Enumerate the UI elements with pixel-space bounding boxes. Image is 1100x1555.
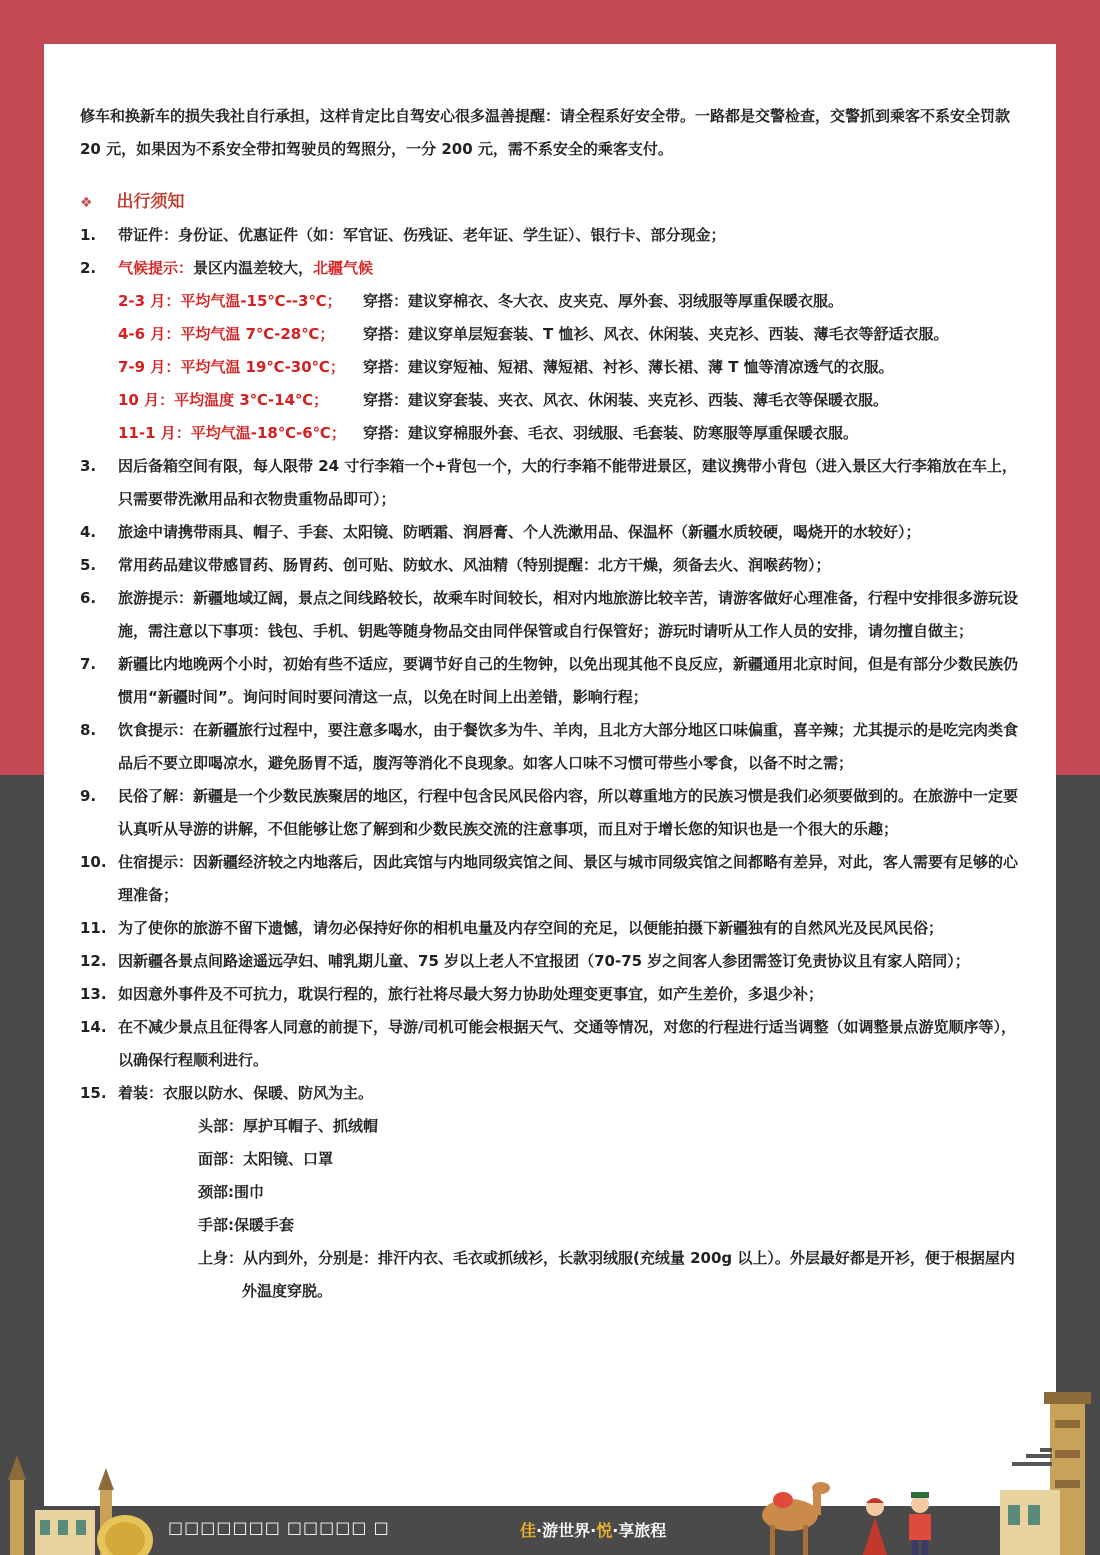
slogan-part: 佳 bbox=[520, 1521, 537, 1540]
list-item bbox=[80, 912, 1025, 945]
list-item bbox=[80, 549, 1025, 582]
climate-period: 2-3 月：平均气温-15℃--3℃； bbox=[118, 292, 342, 310]
item-text: 着装：衣服以防水、保暖、防风为主。 bbox=[118, 1084, 374, 1102]
item-number: 11. bbox=[80, 919, 107, 937]
list-item-climate bbox=[80, 252, 1025, 450]
item-number: 2. bbox=[80, 259, 97, 277]
item-text: 旅游提示：新疆地域辽阔，景点之间线路较长，故乘车时间较长，相对内地旅游比较辛苦，请游客做好心理准备，行程中安排很多游玩设施，需注意以下事项：钱包、手机、钥匙等随身物品交由同伴保管或自行保管好；游玩时请听从工作人员的安排，请勿擅自做主； bbox=[118, 589, 1019, 640]
item-number: 9. bbox=[80, 787, 97, 805]
section-title-text: 出行须知 bbox=[116, 192, 185, 212]
item-number: 3. bbox=[80, 457, 97, 475]
item-number: 7. bbox=[80, 655, 97, 673]
item-list bbox=[80, 450, 1025, 1077]
item-text: 饮食提示：在新疆旅行过程中，要注意多喝水，由于餐饮多为牛、羊肉，且北方大部分地区口味偏重，喜辛辣；尤其提示的是吃完肉类食品后不要立即喝凉水，避免肠胃不适，腹泻等消化不良现象。如客人口味不习惯可带些小零食，以备不时之需； bbox=[118, 721, 1019, 772]
climate-wear: 穿搭：建议穿棉衣、冬大衣、皮夹克、厚外套、羽绒服等厚重保暖衣服。 bbox=[363, 292, 844, 310]
list-item bbox=[80, 846, 1025, 912]
clothing-parts bbox=[118, 1110, 1025, 1308]
girl-figure-illustration bbox=[855, 1495, 895, 1555]
climate-table bbox=[118, 285, 1025, 450]
item-text: 在不减少景点且征得客人同意的前提下，导游/司机可能会根据天气、交通等情况，对您的行程进行适当调整（如调整景点游览顺序等），以确保行程顺利进行。 bbox=[118, 1018, 1016, 1069]
boy-figure-illustration bbox=[900, 1490, 940, 1555]
item-number: 12. bbox=[80, 952, 107, 970]
item-text: 因新疆各景点间路途遥远孕妇、哺乳期儿童、75 岁以上老人不宜报团（70-75 岁之间客人参团需签订免责协议且有家人陪同）； bbox=[118, 952, 970, 970]
climate-period: 4-6 月：平均气温 7℃-28℃； bbox=[118, 325, 335, 343]
list-item-clothing bbox=[80, 1077, 1025, 1308]
climate-wear: 穿搭：建议穿单层短套装、T 恤衫、风衣、休闲装、夹克衫、西装、薄毛衣等舒适衣服。 bbox=[363, 325, 949, 343]
slogan-part: 悦 bbox=[596, 1521, 613, 1540]
item-text: 如因意外事件及不可抗力，耽误行程的，旅行社将尽最大努力协助处理变更事宜，如产生差价，多退少补； bbox=[118, 985, 824, 1003]
item-number: 14. bbox=[80, 1018, 107, 1036]
climate-wear: 穿搭：建议穿短袖、短裙、薄短裙、衬衫、薄长裙、薄 T 恤等清凉透气的衣服。 bbox=[363, 358, 894, 376]
footer-company: □□□□□□□ □□□□□ □ bbox=[168, 1518, 390, 1537]
item-text: 住宿提示：因新疆经济较之内地落后，因此宾馆与内地同级宾馆之间、景区与城市同级宾馆之间都略有差异，对此，客人需要有足够的心理准备； bbox=[118, 853, 1019, 904]
item-text: 因后备箱空间有限，每人限带 24 寸行李箱一个+背包一个，大的行李箱不能带进景区，建议携带小背包（进入景区大行李箱放在车上，只需要带洗漱用品和衣物贵重物品即可）； bbox=[118, 457, 1017, 508]
list-item bbox=[80, 945, 1025, 978]
item-number: 8. bbox=[80, 721, 97, 739]
clothing-part: 头部：厚护耳帽子、抓绒帽 bbox=[198, 1117, 379, 1135]
list-item bbox=[80, 516, 1025, 549]
list-item bbox=[80, 978, 1025, 1011]
item-text: 民俗了解：新疆是一个少数民族聚居的地区，行程中包含民风民俗内容，所以尊重地方的民族习惯是我们必须要做到的。在旅游中一定要认真听从导游的讲解，不但能够让您了解到和少数民族交流的注意事项，而且对于增长您的知识也是一个很大的乐趣； bbox=[118, 787, 1019, 838]
list-item bbox=[80, 1011, 1025, 1077]
climate-wear: 穿搭：建议穿套装、夹衣、风衣、休闲装、夹克衫、西装、薄毛衣等保暖衣服。 bbox=[363, 391, 889, 409]
camel-illustration bbox=[745, 1470, 835, 1555]
list-item bbox=[80, 582, 1025, 648]
item-number: 13. bbox=[80, 985, 107, 1003]
climate-period: 7-9 月：平均气温 19℃-30℃； bbox=[118, 358, 345, 376]
document-content bbox=[80, 100, 1025, 1308]
footer-slogan bbox=[520, 1518, 666, 1541]
item-text: 为了使你的旅游不留下遗憾，请勿必保持好你的相机电量及内存空间的充足，以便能拍摄下新疆独有的自然风光及民风民俗； bbox=[118, 919, 944, 937]
list-item bbox=[80, 714, 1025, 780]
climate-row bbox=[118, 318, 1025, 351]
dome-illustration bbox=[95, 1505, 155, 1555]
slogan-part: ·游世界· bbox=[536, 1521, 597, 1540]
diamond-bullet-icon: ❖ bbox=[80, 195, 93, 211]
item-text: 常用药品建议带感冒药、肠胃药、创可贴、防蚊水、风油精（特别提醒：北方干燥，须备去火、润喉药物）； bbox=[118, 556, 831, 574]
list-item bbox=[80, 450, 1025, 516]
climate-text: 景区内温差较大， bbox=[193, 259, 314, 277]
climate-label: 气候提示： bbox=[118, 259, 194, 277]
item-number: 4. bbox=[80, 523, 97, 541]
item-number: 1. bbox=[80, 226, 97, 244]
item-number: 5. bbox=[80, 556, 97, 574]
list-item bbox=[80, 780, 1025, 846]
climate-row bbox=[118, 417, 1025, 450]
list-item bbox=[80, 648, 1025, 714]
list-item bbox=[80, 219, 1025, 252]
item-text: 旅途中请携带雨具、帽子、手套、太阳镜、防晒霜、润唇膏、个人洗漱用品、保温杯（新疆水质较硬，喝烧开的水较好）； bbox=[118, 523, 921, 541]
clothing-part: 颈部:围巾 bbox=[198, 1183, 264, 1201]
climate-wear: 穿搭：建议穿棉服外套、毛衣、羽绒服、毛套装、防寒服等厚重保暖衣服。 bbox=[363, 424, 859, 442]
clothing-part: 面部：太阳镜、口罩 bbox=[198, 1150, 334, 1168]
intro-paragraph: 修车和换新车的损失我社自行承担，这样肯定比自驾安心很多温善提醒：请全程系好安全带。一路都是交警检查，交警抓到乘客不系安全罚款 20 元，如果因为不系安全带扣驾驶员的驾照分，一分 200 元，需不系安全的乘客支付。 bbox=[80, 107, 1011, 158]
item-number: 6. bbox=[80, 589, 97, 607]
item-text: 带证件：身份证、优惠证件（如：军官证、伤残证、老年证、学生证）、银行卡、部分现金； bbox=[118, 226, 726, 244]
item-number: 10. bbox=[80, 853, 107, 871]
stairs-icon bbox=[1012, 1448, 1054, 1473]
climate-row bbox=[118, 285, 1025, 318]
item-number: 15. bbox=[80, 1084, 107, 1102]
climate-row bbox=[118, 351, 1025, 384]
clothing-part: 上身：从内到外，分别是：排汗内衣、毛衣或抓绒衫，长款羽绒服(充绒量 200g 以上）。外层最好都是开衫，便于根据屋内外温度穿脱。 bbox=[198, 1249, 1015, 1300]
climate-row bbox=[118, 384, 1025, 417]
clothing-part: 手部:保暖手套 bbox=[198, 1216, 294, 1234]
section-title bbox=[80, 186, 1025, 219]
slogan-part: ·享旅程 bbox=[612, 1521, 667, 1540]
climate-region: 北疆气候 bbox=[313, 259, 374, 277]
climate-period: 10 月：平均温度 3℃-14℃； bbox=[118, 391, 329, 409]
item-text: 新疆比内地晚两个小时，初始有些不适应，要调节好自己的生物钟，以免出现其他不良反应，新疆通用北京时间，但是有部分少数民族仍惯用“新疆时间”。询问时间时要问清这一点，以免在时间上出差错，影响行程； bbox=[118, 655, 1019, 706]
climate-period: 11-1 月：平均气温-18℃-6℃； bbox=[118, 424, 346, 442]
